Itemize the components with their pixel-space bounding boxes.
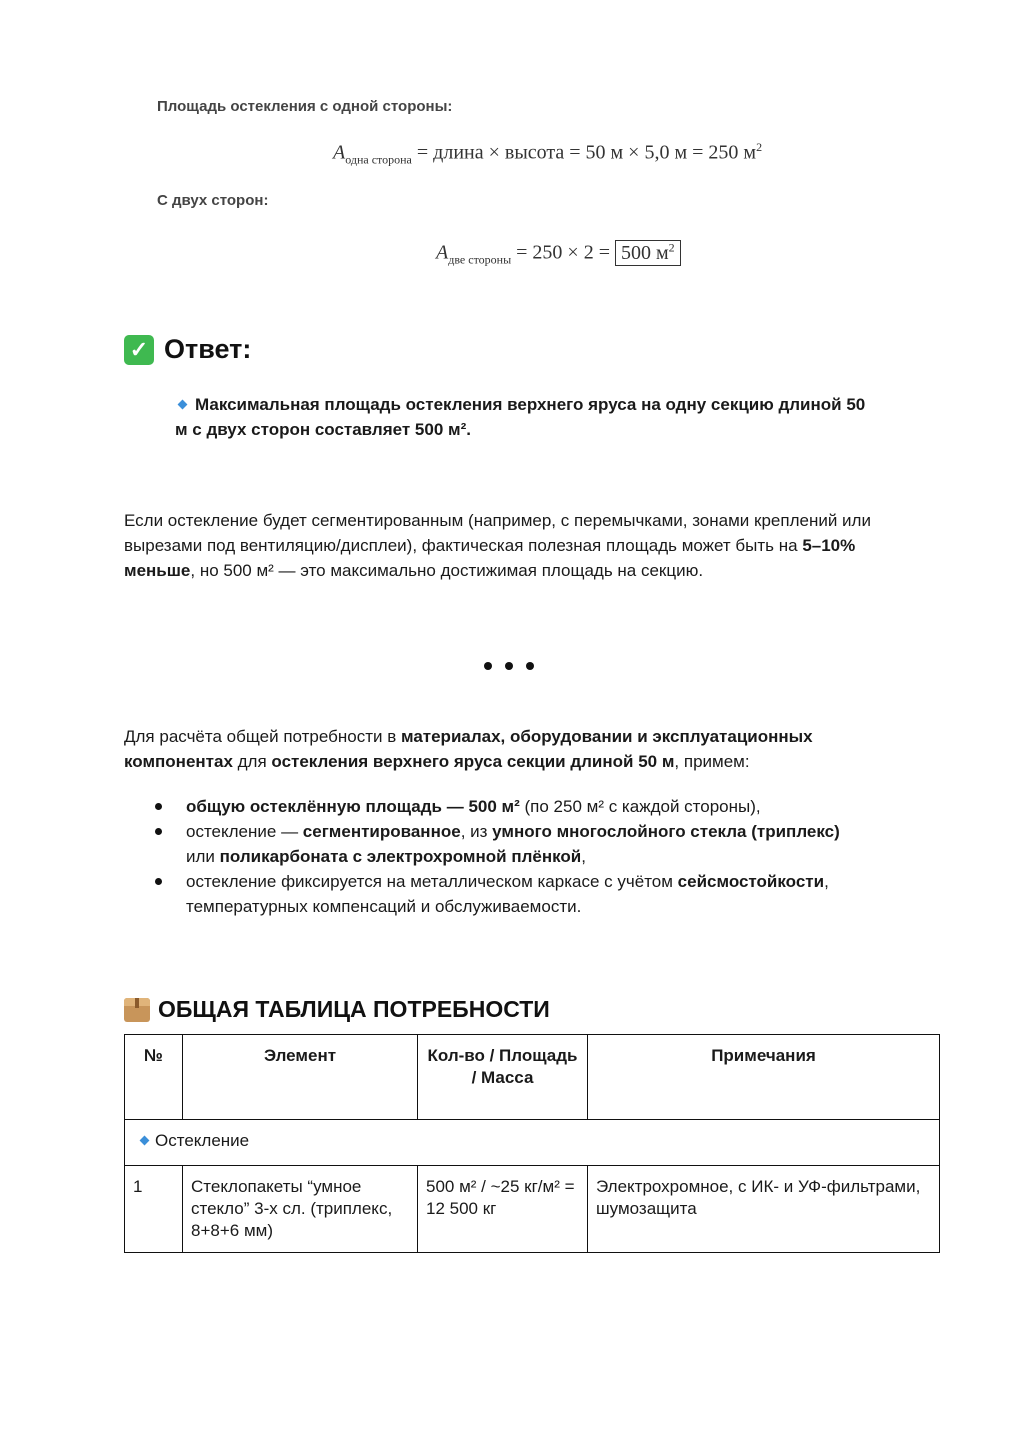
list-bold: сейсмостойкости <box>677 872 825 891</box>
blue-diamond-icon <box>178 400 188 410</box>
formula-var: A <box>436 241 449 264</box>
note-text: Если остекление будет сегментированным (например, с перемычками, зонами креплений или вырезами под вентиляцию/дисплеи), фактическая полезная площадь может быть на <box>124 511 871 555</box>
intro-paragraph <box>124 724 914 774</box>
answer-heading <box>124 334 251 365</box>
list-bold: поликарбоната с электрохромной плёнкой <box>219 847 582 866</box>
cell-qty: 500 м² / ~25 кг/м² = 12 500 кг <box>418 1166 588 1253</box>
dot <box>526 662 534 670</box>
formula-expr: = длина × высота = 50 м × 5,0 м = 250 м <box>411 141 757 164</box>
table-header-row <box>125 1035 940 1120</box>
list-text: (по 250 м² с каждой стороны), <box>519 797 761 816</box>
header-cell: № <box>125 1035 183 1120</box>
formula-exp: 2 <box>756 140 763 154</box>
intro-text: Для расчёта общей потребности в <box>124 727 401 746</box>
table-title: ОБЩАЯ ТАБЛИЦА ПОТРЕБНОСТИ <box>158 996 550 1022</box>
formula-expr: = 250 × 2 = <box>511 241 615 264</box>
formula-one-side <box>333 140 762 168</box>
intro-text: для <box>232 752 272 771</box>
table-section-row <box>125 1120 940 1166</box>
assumptions-list <box>124 794 844 919</box>
formula-var: A <box>333 141 346 164</box>
list-item <box>124 869 844 919</box>
one-side-label: Площадь остекления с одной стороны: <box>157 98 453 115</box>
formula-exp: 2 <box>668 240 675 254</box>
cell-element: Стеклопакеты “умное стекло” 3-х сл. (триплекс, 8+8+6 мм) <box>183 1166 418 1253</box>
list-bold: умного многослойного стекла (триплекс) <box>492 822 840 841</box>
intro-bold: остекления верхнего яруса секции длиной 50 м <box>271 752 675 771</box>
cell-notes: Электрохромное, с ИК- и УФ-фильтрами, шумозащита <box>588 1166 940 1253</box>
cell-num: 1 <box>125 1166 183 1253</box>
section-cell <box>125 1120 940 1166</box>
intro-text: , примем: <box>674 752 750 771</box>
list-text: , <box>581 847 586 866</box>
list-text: остекление фиксируется на металлическом каркасе с учётом <box>186 872 678 891</box>
list-item <box>124 794 844 819</box>
list-text: , температурных компенсаций и обслуживаемости. <box>186 872 829 916</box>
table-row <box>125 1166 940 1253</box>
dot <box>484 662 492 670</box>
list-text: , из <box>460 822 493 841</box>
list-bold: общую остеклённую площадь — 500 м² <box>186 797 520 816</box>
note-bold: 5–10% меньше <box>124 536 856 580</box>
section-label: Остекление <box>155 1131 250 1150</box>
header-cell: Примечания <box>588 1035 940 1120</box>
formula-sub: две стороны <box>448 252 512 267</box>
formula-result-box <box>615 240 681 266</box>
header-cell: Кол-во / Площадь / Масса <box>418 1035 588 1120</box>
note-paragraph <box>124 508 904 583</box>
answer-text-block <box>175 392 875 442</box>
answer-text: Максимальная площадь остекления верхнего яруса на одну секцию длиной 50 м с двух сторон составляет 500 м². <box>175 395 866 439</box>
formula-two-sides <box>436 240 681 268</box>
answer-title: Ответ: <box>164 334 252 364</box>
note-text-end: , но 500 м² — это максимально достижимая площадь на секцию. <box>190 561 704 580</box>
intro-bold: материалах, оборудовании и эксплуатационных компонентах <box>124 727 813 771</box>
check-mark-icon: ✓ <box>124 335 154 365</box>
list-bold: сегментированное <box>302 822 461 841</box>
table-heading <box>124 996 550 1023</box>
list-item <box>124 819 844 869</box>
blue-diamond-icon <box>140 1136 150 1146</box>
formula-result: 500 м <box>621 241 669 264</box>
header-cell: Элемент <box>183 1035 418 1120</box>
formula-sub: одна сторона <box>345 152 412 167</box>
dot <box>505 662 513 670</box>
section-separator <box>484 662 534 670</box>
list-text: или <box>186 847 220 866</box>
needs-table <box>124 1034 940 1253</box>
package-icon <box>124 998 150 1022</box>
two-sides-label: С двух сторон: <box>157 192 269 209</box>
list-text: остекление — <box>186 822 303 841</box>
